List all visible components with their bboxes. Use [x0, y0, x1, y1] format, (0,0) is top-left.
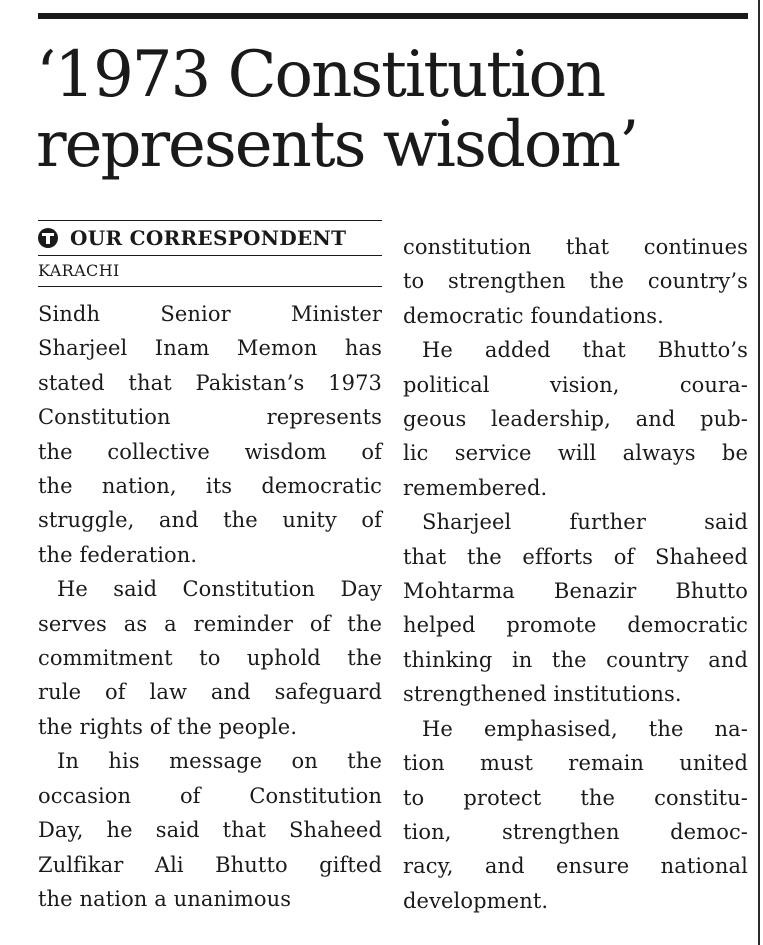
- article-line: the nation a unanimous: [38, 886, 292, 911]
- article-paragraph: [38, 744, 382, 916]
- article-line: rule of law and safeguard: [38, 680, 382, 705]
- article-line: development.: [403, 888, 549, 913]
- article-paragraph: [38, 297, 382, 572]
- article-line: In his message on the: [57, 749, 382, 774]
- article-line: constitution that continues: [403, 235, 748, 259]
- article-paragraph: [403, 333, 748, 505]
- article-line: thinking in the country and: [403, 647, 748, 672]
- article-line: lic service will always be: [403, 441, 748, 466]
- article-column-left: [38, 297, 382, 916]
- article-line: racy, and ensure national: [403, 854, 748, 879]
- article-line: political vision, coura-: [403, 372, 748, 397]
- article-paragraph: [403, 505, 748, 711]
- article-line: helped promote democratic: [403, 613, 748, 638]
- page-edge-rule: [758, 0, 760, 945]
- article-line: Sharjeel further said: [422, 510, 748, 535]
- byline-bottom-rule: [38, 286, 382, 287]
- author-name: OUR CORRESPONDENT: [70, 226, 347, 250]
- article-line: to strengthen the country’s: [403, 269, 748, 294]
- dateline: KARACHI: [38, 261, 120, 280]
- article-line: to protect the constitu-: [403, 785, 748, 810]
- article-line: Sindh Senior Minister: [38, 302, 382, 326]
- headline-line-1: ‘1973 Constitution: [36, 38, 605, 112]
- article-line: tion must remain united: [403, 751, 748, 776]
- article-line: He said Constitution Day: [57, 577, 382, 602]
- author-row: [38, 221, 382, 255]
- article-line: occasion of Constitution: [38, 783, 382, 808]
- article-line: the rights of the people.: [38, 714, 298, 739]
- article-line: strengthened institutions.: [403, 682, 682, 707]
- article-paragraph: [403, 712, 748, 918]
- article-line: remembered.: [403, 475, 548, 500]
- article-line: democratic foundations.: [403, 303, 664, 328]
- article-line: Mohtarma Benazir Bhutto: [403, 579, 748, 604]
- top-rule: [38, 13, 748, 19]
- article-line: the collective wisdom of: [38, 439, 382, 464]
- article-line: geous leadership, and pub-: [403, 407, 748, 432]
- headline: [36, 40, 754, 180]
- article-line: He emphasised, the na-: [422, 716, 748, 741]
- article-line: that the efforts of Shaheed: [403, 544, 748, 569]
- article-line: tion, strengthen democ-: [403, 819, 748, 844]
- article-line: Sharjeel Inam Memon has: [38, 336, 382, 361]
- article-line: Zulfikar Ali Bhutto gifted: [38, 852, 382, 877]
- newspaper-logo-icon: [38, 228, 58, 248]
- article-paragraph: [38, 572, 382, 744]
- headline-line-2: represents wisdom’: [36, 108, 638, 182]
- article-line: commitment to uphold the: [38, 646, 382, 671]
- article-paragraph: [403, 230, 748, 333]
- article-line: He added that Bhutto’s: [422, 338, 748, 363]
- byline: [38, 220, 382, 287]
- article-line: the federation.: [38, 542, 198, 567]
- article-line: Day, he said that Shaheed: [38, 818, 382, 843]
- article-column-right: [403, 230, 748, 918]
- article-line: Constitution represents: [38, 405, 382, 430]
- article-line: the nation, its democratic: [38, 474, 382, 499]
- article-line: serves as a reminder of the: [38, 611, 382, 636]
- article-line: stated that Pakistan’s 1973: [38, 370, 382, 395]
- article-line: struggle, and the unity of: [38, 508, 382, 533]
